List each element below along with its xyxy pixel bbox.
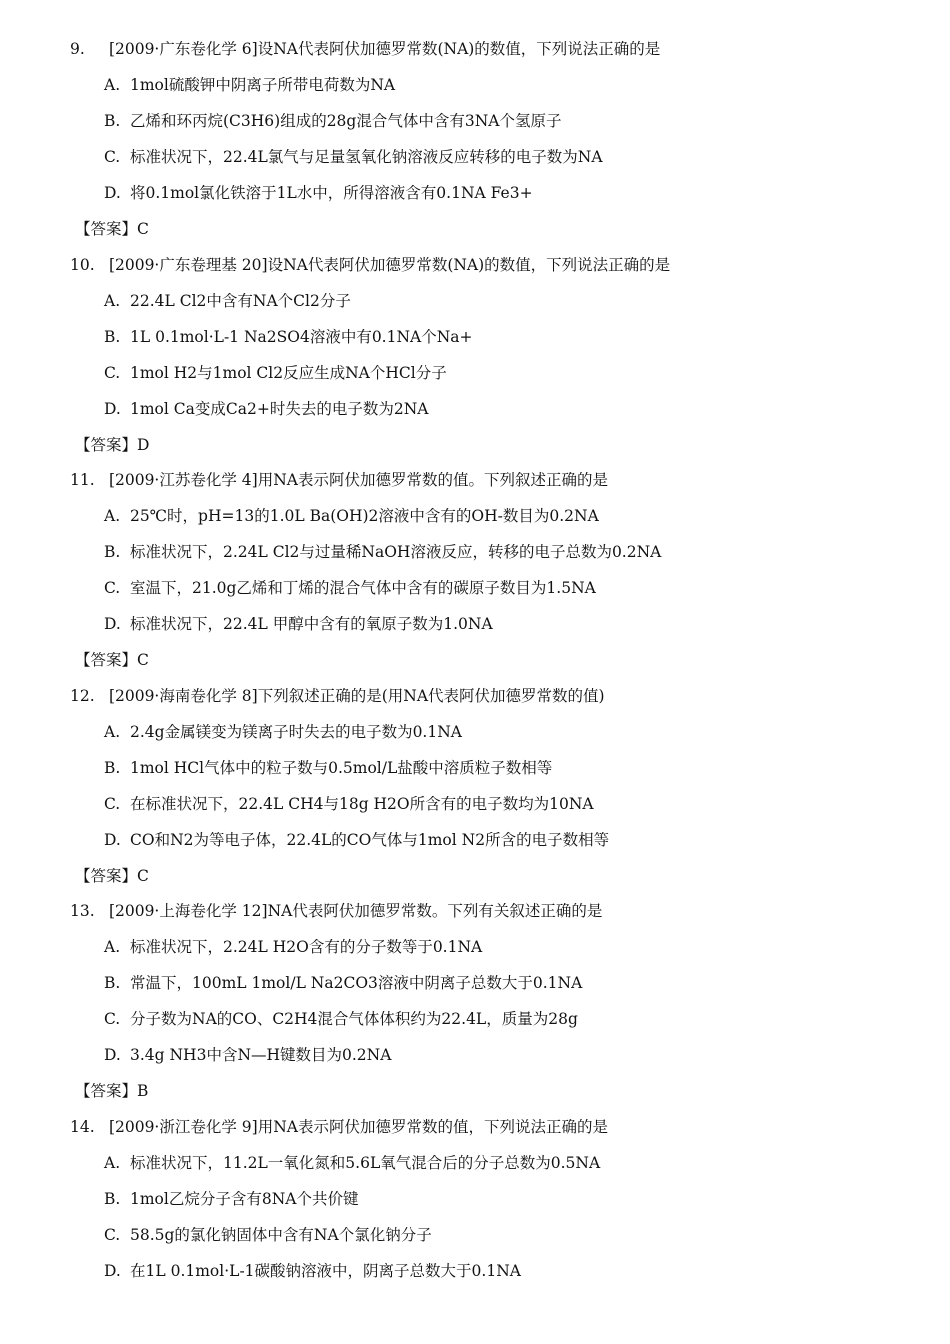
option-line [104,1153,600,1173]
option-letter: C. [104,1226,121,1244]
option-line [104,542,661,562]
option-line [104,183,533,203]
question-stem [70,255,670,275]
question-stem [70,39,660,59]
option-letter: D. [104,831,121,849]
option-text: 乙烯和环丙烷(C3H6)组成的28g混合气体中含有3NA个氢原子 [130,112,562,130]
option-line [104,399,428,419]
question-text: 设NA代表阿伏加德罗常数(NA)的数值，下列说法正确的是 [257,40,661,58]
option-text: 标准状况下，22.4L氯气与足量氢氧化钠溶液反应转移的电子数为NA [130,148,603,166]
option-letter: C. [104,364,121,382]
answer-line: 【答案】C [75,220,149,238]
question-number: 11. [70,471,95,489]
option-letter: C. [104,1010,121,1028]
option-letter: A. [104,76,121,94]
question-source: [2009·上海卷化学 12] [108,902,268,920]
question-stem [70,470,608,490]
option-letter: D. [104,1262,121,1280]
option-text: 22.4L Cl2中含有NA个Cl2分子 [130,292,351,310]
option-line [104,327,473,347]
option-letter: D. [104,184,121,202]
option-letter: D. [104,615,121,633]
question-text: 用NA表示阿伏加德罗常数的值，下列说法正确的是 [257,1118,608,1136]
option-line [104,1045,391,1065]
question-source: [2009·浙江卷化学 9] [108,1118,258,1136]
option-text: 标准状况下，22.4L 甲醇中含有的氧原子数为1.0NA [130,615,493,633]
option-line [104,722,462,742]
question-source: [2009·江苏卷化学 4] [108,471,258,489]
question-source: [2009·广东卷化学 6] [108,40,258,58]
question-text: NA代表阿伏加德罗常数。下列有关叙述正确的是 [267,902,603,920]
question-number: 12. [70,687,95,705]
option-line [104,937,482,957]
option-line [104,578,596,598]
question-number: 10. [70,256,95,274]
question-number: 9. [70,40,85,58]
option-line [104,147,603,167]
option-letter: B. [104,112,121,130]
option-letter: B. [104,543,121,561]
question-source: [2009·海南卷化学 8] [108,687,258,705]
answer-line: 【答案】C [75,867,149,885]
option-line [104,506,599,526]
option-text: 1mol乙烷分子含有8NA个共价键 [130,1190,359,1208]
option-line [104,111,561,131]
option-text: 2.4g金属镁变为镁离子时失去的电子数为0.1NA [130,723,462,741]
question-number: 14. [70,1118,95,1136]
option-text: 将0.1mol氯化铁溶于1L水中，所得溶液含有0.1NA Fe3+ [130,184,533,202]
option-letter: C. [104,148,121,166]
option-text: 3.4g NH3中含N—H键数目为0.2NA [130,1046,392,1064]
option-text: 1L 0.1mol·L-1 Na2SO4溶液中有0.1NA个Na+ [130,328,473,346]
option-text: 标准状况下，11.2L一氧化氮和5.6L氧气混合后的分子总数为0.5NA [130,1154,601,1172]
option-line [104,1189,358,1209]
option-line [104,614,493,634]
answer-line: 【答案】C [75,651,149,669]
option-letter: D. [104,400,121,418]
option-text: 分子数为NA的CO、C2H4混合气体体积约为22.4L，质量为28g [130,1010,578,1028]
option-letter: A. [104,292,121,310]
option-letter: C. [104,795,121,813]
option-line [104,1225,432,1245]
option-letter: D. [104,1046,121,1064]
option-text: 标准状况下，2.24L Cl2与过量稀NaOH溶液反应，转移的电子总数为0.2NA [130,543,662,561]
option-letter: A. [104,507,121,525]
option-line [104,794,594,814]
question-text: 用NA表示阿伏加德罗常数的值。下列叙述正确的是 [257,471,608,489]
option-letter: B. [104,328,121,346]
option-text: CO和N2为等电子体，22.4L的CO气体与1mol N2所含的电子数相等 [130,831,610,849]
option-text: 1mol Ca变成Ca2+时失去的电子数为2NA [130,400,429,418]
question-stem [70,1117,608,1137]
option-text: 在标准状况下，22.4L CH4与18g H2O所含有的电子数均为10NA [130,795,594,813]
option-letter: A. [104,938,121,956]
option-letter: B. [104,759,121,777]
option-line [104,973,582,993]
option-text: 标准状况下，2.24L H2O含有的分子数等于0.1NA [130,938,483,956]
answer-line: 【答案】B [75,1082,149,1100]
option-text: 58.5g的氯化钠固体中含有NA个氯化钠分子 [130,1226,432,1244]
option-text: 1mol硫酸钾中阴离子所带电荷数为NA [130,76,396,94]
option-letter: B. [104,974,121,992]
option-text: 1mol HCl气体中的粒子数与0.5mol/L盐酸中溶质粒子数相等 [130,759,553,777]
option-letter: B. [104,1190,121,1208]
answer-line: 【答案】D [75,436,150,454]
option-line [104,1261,521,1281]
question-stem [70,686,605,706]
option-text: 室温下，21.0g乙烯和丁烯的混合气体中含有的碳原子数目为1.5NA [130,579,596,597]
option-letter: A. [104,723,121,741]
option-text: 常温下，100mL 1mol/L Na2CO3溶液中阴离子总数大于0.1NA [130,974,583,992]
question-number: 13. [70,902,95,920]
option-line [104,830,609,850]
option-line [104,363,447,383]
option-text: 在1L 0.1mol·L-1碳酸钠溶液中，阴离子总数大于0.1NA [130,1262,521,1280]
question-source: [2009·广东卷理基 20] [108,256,268,274]
option-text: 25℃时，pH=13的1.0L Ba(OH)2溶液中含有的OH-数目为0.2NA [130,507,599,525]
option-line [104,1009,578,1029]
question-text: 下列叙述正确的是(用NA代表阿伏加德罗常数的值) [257,687,605,705]
option-letter: A. [104,1154,121,1172]
option-letter: C. [104,579,121,597]
question-text: 设NA代表阿伏加德罗常数(NA)的数值，下列说法正确的是 [267,256,671,274]
option-text: 1mol H2与1mol Cl2反应生成NA个HCl分子 [130,364,447,382]
option-line [104,291,351,311]
option-line [104,75,395,95]
option-line [104,758,552,778]
question-stem [70,901,602,921]
